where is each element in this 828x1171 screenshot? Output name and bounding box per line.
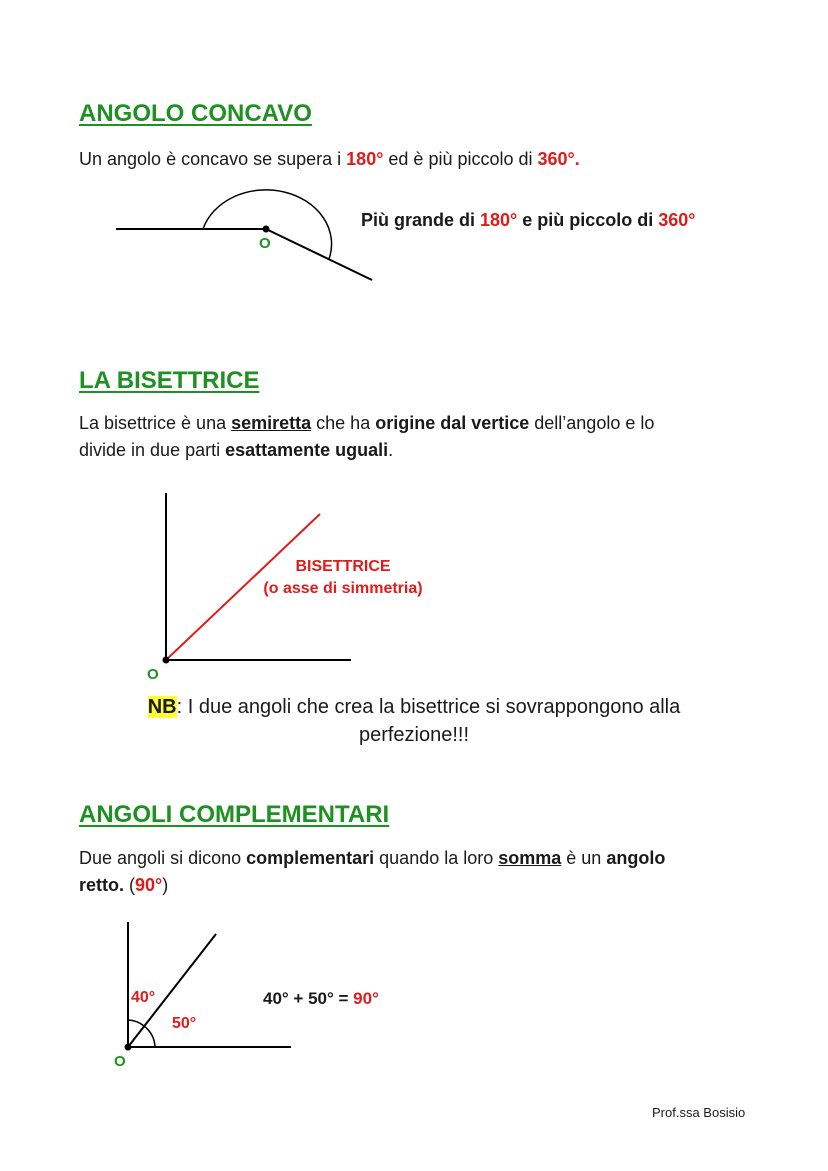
arc-50 (144, 1026, 155, 1047)
arc-40 (128, 1020, 144, 1026)
complementari-definition-line1: Due angoli si dicono complementari quando la loro somma è un angolo (79, 848, 666, 868)
section-title-concavo: ANGOLO CONCAVO (79, 100, 312, 127)
nb-note: NB: I due angoli che crea la bisettrice si sovrappongono alla perfezione!!! (147, 696, 681, 746)
footer-author: Prof.ssa Bosisio (652, 1105, 746, 1120)
bisettrice-definition-line2: divide in due parti esattamente uguali. (79, 440, 394, 460)
concavo-definition: Un angolo è concavo se supera i 180° ed è più piccolo di 360°. (79, 149, 580, 169)
angle-50-label: 50° (172, 1015, 197, 1032)
section-title-complementari: ANGOLI COMPLEMENTARI (79, 801, 390, 828)
bisector-label: BISETTRICE (o asse di simmetria) (263, 558, 423, 597)
complementary-vertex-dot (125, 1044, 132, 1051)
bisettrice-vertex-label: O (147, 666, 159, 683)
complementari-vertex-label: O (114, 1053, 126, 1070)
nb-highlight: NB (147, 696, 177, 718)
concave-ray-right (266, 229, 372, 280)
bisector-vertex-dot (163, 657, 170, 664)
angle-40-label: 40° (131, 989, 156, 1006)
concave-angle-diagram (116, 190, 372, 280)
bisettrice-definition-line1: La bisettrice è una semiretta che ha origine dal vertice dell’angolo e lo (79, 413, 655, 433)
section-title-bisettrice: LA BISETTRICE (79, 367, 260, 394)
sum-equation: 40° + 50° = 90° (263, 989, 379, 1008)
concavo-vertex-label: O (259, 235, 271, 252)
concave-vertex-dot (263, 226, 270, 233)
complementary-diagram (125, 922, 292, 1051)
concavo-note: Più grande di 180° e più piccolo di 360° (361, 210, 696, 230)
complementari-definition-line2: retto. (90°) (79, 875, 169, 895)
